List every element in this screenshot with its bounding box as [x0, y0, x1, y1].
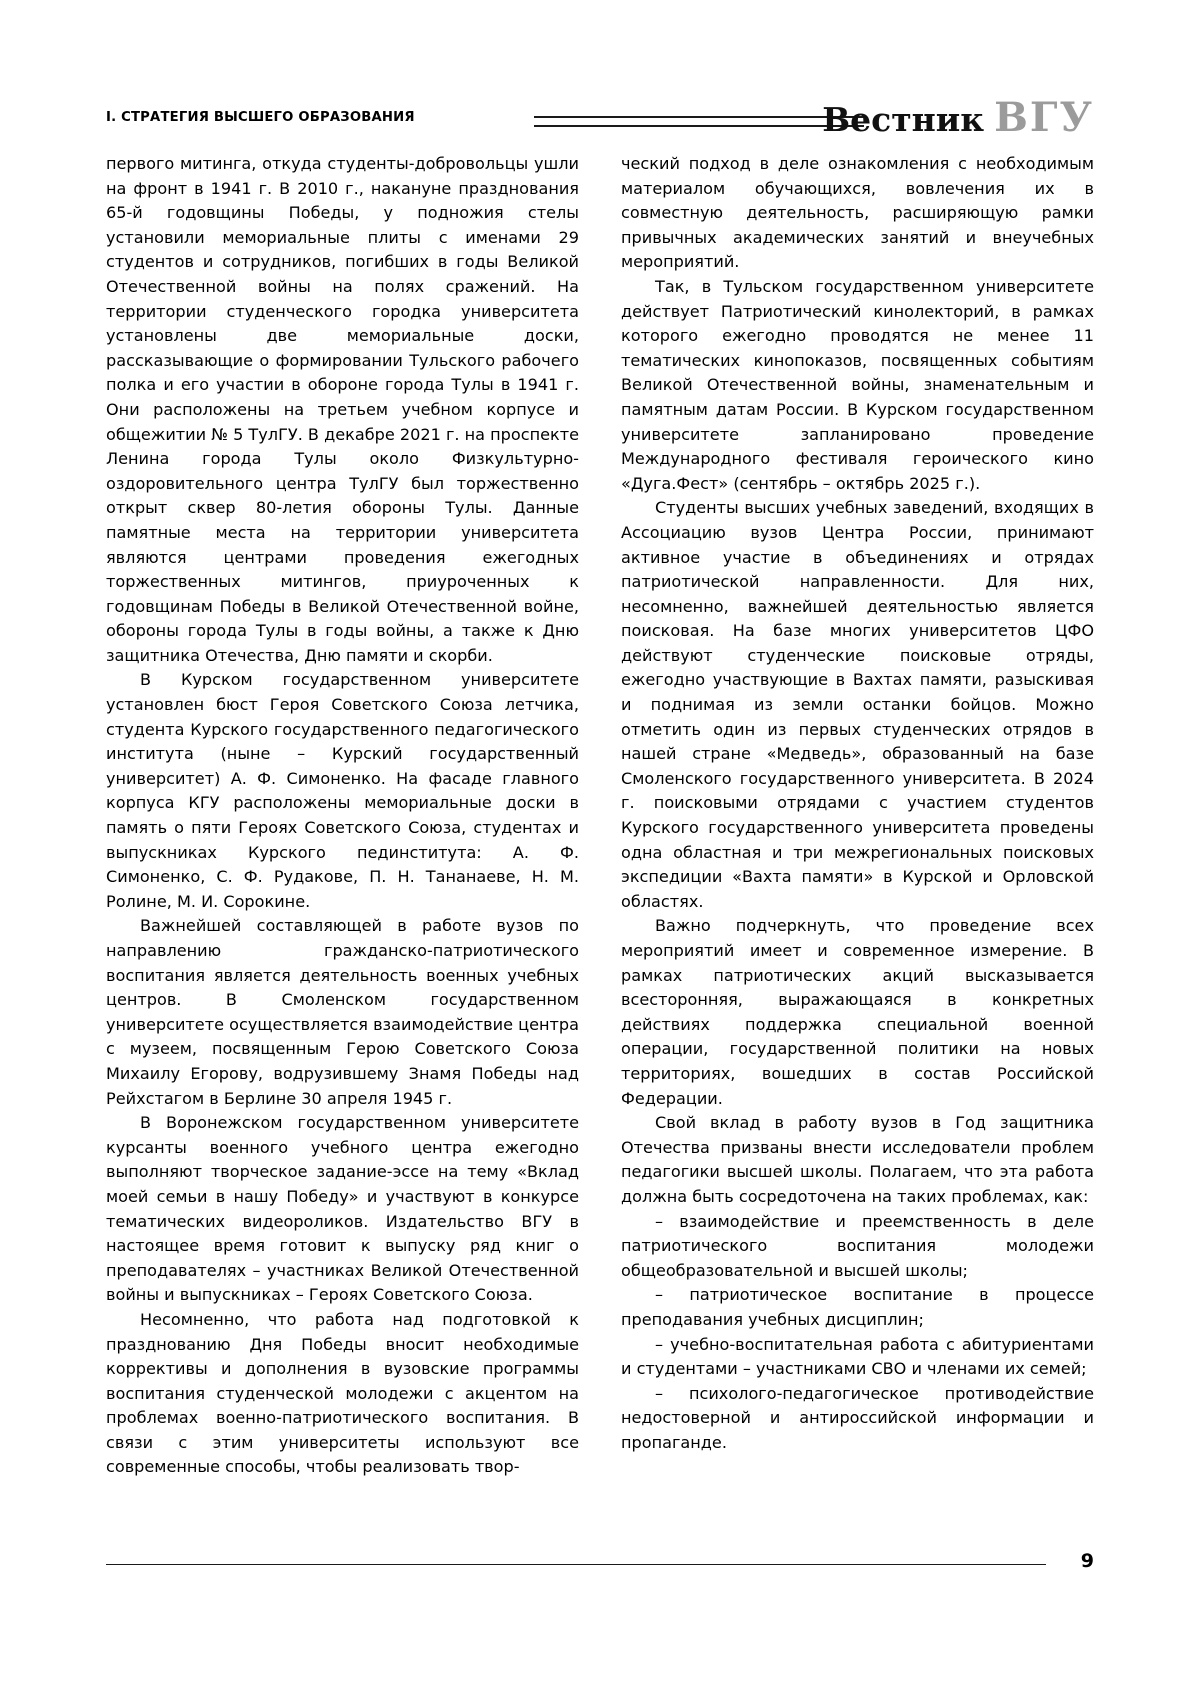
page-number: 9 [1080, 1550, 1094, 1572]
paragraph: Важно подчеркнуть, что проведение всех мероприятий имеет и современное измерение. В рамках патриотических акций высказывается всесторонняя, выражающаяся в конкретных действиях поддержка специальной военной операции, государственной политики на новых территориях, вошедших в состав Российской Федерации. [621, 916, 1094, 1108]
paragraph: Так, в Тульском государственном университете действует Патриотический кинолекторий, в рамках которого ежегодно проводятся не менее 11 тематических кинопоказов, посвященных событиям Великой Отечественной войны, знаменательным и памятным датам России. В Курском государственном университете запланировано проведение Международного фестиваля героического кино «Дуга.Фест» (сентябрь – октябрь 2025 г.). [621, 276, 1094, 493]
paragraph: В Воронежском государственном университете курсанты военного учебного центра ежегодно выполняют творческое задание-эссе на тему «Вклад моей семьи в нашу Победу» и участвуют в конкурсе тематических видеороликов. Издательство ВГУ в настоящее время готовит к выпуску ряд книг о преподавателях – участниках Великой Отечественной войны и выпускниках – Героях Советского Союза. [106, 1113, 579, 1305]
list-item: – взаимодействие и преемственность в деле патриотического воспитания молодежи общеобразовательной и высшей школы; [621, 1211, 1094, 1280]
list-item: – патриотическое воспитание в процессе преподавания учебных дисциплин; [621, 1285, 1094, 1329]
journal-masthead [822, 94, 1094, 141]
paragraph: Несомненно, что работа над подготовкой к празднованию Дня Победы вносит необходимые коррективы и дополнения в вузовские программы воспитания студенческой молодежи с акцентом на проблемах военно-патриотического воспитания. В связи с этим университеты используют все современные способы, чтобы реализовать твор- [106, 1309, 579, 1477]
page-footer [106, 1550, 1094, 1586]
masthead-abbreviation: ВГУ [994, 94, 1094, 141]
column-right [621, 152, 1094, 1480]
masthead-title: Вестник [822, 100, 985, 139]
paragraph: В Курском государственном университете установлен бюст Героя Советского Союза летчика, студента Курского государственного педагогического института (ныне – Курский государственный университет) А. Ф. Симоненко. На фасаде главного корпуса КГУ расположены мемориальные доски в память о пяти Героях Советского Союза, студентах и выпускниках Курского пединститута: А. Ф. Симоненко, С. Ф. Рудакове, П. Н. Тананаеве, Н. М. Ролине, М. И. Сорокине. [106, 670, 579, 911]
paragraph: Важнейшей составляющей в работе вузов по направлению гражданско-патриотического воспитания является деятельность военных учебных центров. В Смоленском государственном университете осуществляется взаимодействие центра с музеем, посвященным Герою Советского Союза Михаилу Егорову, водрузившему Знамя Победы над Рейхстагом в Берлине 30 апреля 1945 г. [106, 916, 579, 1108]
list-item: – психолого-педагогическое противодействие недостоверной и антироссийской информации и пропаганде. [621, 1383, 1094, 1452]
footer-divider-rule [106, 1564, 1046, 1565]
text-columns [106, 152, 1094, 1480]
column-left [106, 152, 579, 1480]
section-label: I. СТРАТЕГИЯ ВЫСШЕГО ОБРАЗОВАНИЯ [106, 110, 415, 125]
paragraph: ческий подход в деле ознакомления с необходимым материалом обучающихся, вовлечения их в совместную деятельность, расширяющую рамки привычных академических занятий и внеучебных мероприятий. [621, 154, 1094, 272]
page-header [106, 94, 1094, 144]
paragraph: Студенты высших учебных заведений, входящих в Ассоциацию вузов Центра России, принимают активное участие в объединениях и отрядах патриотической направленности. Для них, несомненно, важнейшей деятельностью является поисковая. На базе многих университетов ЦФО действуют студенческие поисковые отряды, ежегодно участвующие в Вахтах памяти, разыскивая и поднимая из земли останки бойцов. Можно отметить один из первых студенческих отрядов в нашей стране «Медведь», образованный на базе Смоленского государственного университета. В 2024 г. поисковыми отрядами с участием студентов Курского государственного университета проведены одна областная и три межрегиональных поисковых экспедиции «Вахта памяти» в Курской и Орловской областях. [621, 498, 1094, 911]
paragraph: Свой вклад в работу вузов в Год защитника Отечества призваны внести исследователи проблем педагогики высшей школы. Полагаем, что эта работа должна быть сосредоточена на таких проблемах, как: [621, 1113, 1094, 1206]
paragraph: первого митинга, откуда студенты-добровольцы ушли на фронт в 1941 г. В 2010 г., накануне празднования 65-й годовщины Победы, у подножия стелы установили мемориальные плиты с именами 29 студентов и сотрудников, погибших в годы Великой Отечественной войны на полях сражений. На территории студенческого городка университета установлены две мемориальные доски, рассказывающие о формировании Тульского рабочего полка и его участии в обороне города Тулы в 1941 г. Они расположены на третьем учебном корпусе и общежитии № 5 ТулГУ. В декабре 2021 г. на проспекте Ленина города Тулы около Физкультурно-оздоровительного центра ТулГУ был торжественно открыт сквер 80-летия обороны Тулы. Данные памятные места на территории университета являются центрами проведения ежегодных торжественных митингов, приуроченных к годовщинам Победы в Великой Отечественной войне, обороны города Тулы в годы войны, а также к Дню защитника Отечества, Дню памяти и скорби. [106, 154, 579, 665]
header-divider-rule [534, 116, 864, 127]
list-item: – учебно-воспитательная работа с абитуриентами и студентами – участниками СВО и членами их семей; [621, 1334, 1094, 1379]
